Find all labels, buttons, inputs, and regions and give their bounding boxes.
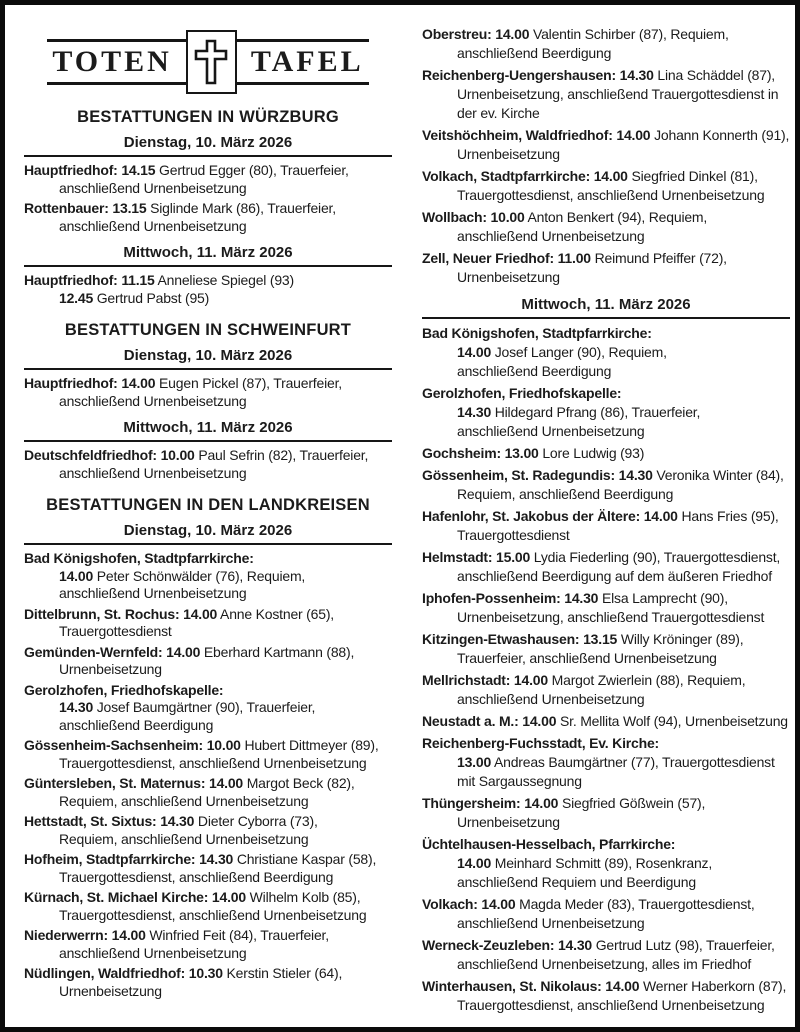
text-segment: Urnenbeisetzung, anschließend Trauergottesdienst in xyxy=(457,86,779,102)
text-segment: Zell, Neuer Friedhof: 11.00 xyxy=(422,250,591,266)
entry-line xyxy=(422,343,790,362)
text-segment: Reimund Pfeiffer (72), xyxy=(590,250,727,266)
text-segment: Anne Kostner (65), xyxy=(217,605,334,622)
text-segment: Hauptfriedhof: 14.00 xyxy=(24,375,156,391)
entry xyxy=(422,977,790,1015)
entry-line xyxy=(422,977,790,996)
text-segment: Volkach, Stadtpfarrkirche: 14.00 xyxy=(422,168,628,184)
text-segment: Kerstin Stieler (64), xyxy=(222,965,343,981)
text-segment: Siglinde Mark (86), Trauerfeier, xyxy=(146,200,336,216)
entry-line xyxy=(422,734,790,753)
text-segment: Gertrud Pabst (95) xyxy=(93,289,210,306)
entry-line xyxy=(422,794,790,813)
entry-line xyxy=(422,145,790,164)
entry-line xyxy=(422,690,790,709)
date-header: Dienstag, 10. März 2026 xyxy=(123,134,293,151)
text-segment: Iphofen-Possenheim: 14.30 xyxy=(422,590,599,606)
text-segment: Dieter Cyborra (73), xyxy=(194,813,318,829)
entry-line xyxy=(422,186,790,205)
text-segment: Wilhelm Kolb (85), xyxy=(245,889,361,905)
date-header: Mittwoch, 11. März 2026 xyxy=(123,419,293,436)
text-segment: Gertrud Lutz (98), Trauerfeier, xyxy=(592,937,775,953)
text-segment: Üchtelhausen-Hesselbach, Pfarrkirche: xyxy=(422,836,676,852)
entry-line xyxy=(24,907,392,925)
entry-line xyxy=(422,753,790,772)
entry-line xyxy=(24,755,392,773)
text-segment: 12.45 xyxy=(59,289,94,306)
text-segment: mit Sargaussegnung xyxy=(457,773,582,789)
text-segment: Johann Konnerth (91), xyxy=(650,127,790,143)
entry-line xyxy=(24,869,392,887)
entry-line xyxy=(422,589,790,608)
text-segment: Margot Beck (82), xyxy=(243,775,355,791)
entry xyxy=(422,466,790,504)
entry-line xyxy=(422,914,790,933)
text-segment: Veitshöchheim, Waldfriedhof: 14.00 xyxy=(422,127,651,143)
entry-line xyxy=(422,324,790,343)
text-segment: Deutschfeldfriedhof: 10.00 xyxy=(24,447,195,463)
entry-line xyxy=(422,422,790,441)
entry-line xyxy=(24,889,392,907)
entry-line xyxy=(24,851,392,869)
entry xyxy=(422,734,790,791)
text-segment: Urnenbeisetzung xyxy=(59,661,162,677)
text-segment: Thüngersheim: 14.00 xyxy=(422,795,559,811)
text-segment: Magda Meder (83), Trauergottesdienst, xyxy=(515,896,755,912)
entry-line xyxy=(24,682,392,700)
text-segment: Gertrud Egger (80), Trauerfeier, xyxy=(155,162,349,178)
text-segment: Sr. Mellita Wolf (94), Urnenbeisetzung xyxy=(556,713,788,729)
text-segment: Josef Baumgärtner (90), Trauerfeier, xyxy=(93,699,316,715)
entry-line xyxy=(422,104,790,123)
text-segment: Bad Königshofen, Stadtpfarrkirche: xyxy=(422,325,652,341)
entry-line xyxy=(422,249,790,268)
text-segment: Lina Schäddel (87), xyxy=(653,67,775,83)
text-segment: anschließend Urnenbeisetzung xyxy=(457,691,645,707)
entry-line xyxy=(422,25,790,44)
entry-line xyxy=(422,444,790,463)
text-segment: anschließend Beerdigung xyxy=(457,363,612,379)
text-segment: Lore Ludwig (93) xyxy=(538,445,645,461)
entry-line xyxy=(422,835,790,854)
entry xyxy=(422,507,790,545)
entry-line xyxy=(422,712,790,731)
text-segment: Hofheim, Stadtpfarrkirche: 14.30 xyxy=(24,851,234,867)
entry-line xyxy=(422,66,790,85)
entry-line xyxy=(422,526,790,545)
text-segment: Hettstadt, St. Sixtus: 14.30 xyxy=(24,813,195,829)
entry-line xyxy=(422,507,790,526)
entry-line xyxy=(24,737,392,755)
text-segment: 14.00 xyxy=(457,344,492,360)
text-segment: Trauergottesdienst, anschließend Urnenbeisetzung xyxy=(457,997,765,1013)
text-segment: anschließend Urnenbeisetzung xyxy=(59,585,247,601)
text-segment: Oberstreu: 14.00 xyxy=(422,26,530,42)
text-segment: anschließend Urnenbeisetzung xyxy=(457,915,645,931)
entry-line xyxy=(24,180,392,198)
text-segment: Hildegard Pfrang (86), Trauerfeier, xyxy=(491,404,701,420)
entry xyxy=(422,444,790,463)
text-segment: Requiem, anschließend Urnenbeisetzung xyxy=(59,830,309,847)
text-segment: Gemünden-Wernfeld: 14.00 xyxy=(24,643,201,660)
entry-line xyxy=(422,44,790,63)
text-segment: Hubert Dittmeyer (89), xyxy=(240,737,379,753)
text-segment: Urnenbeisetzung xyxy=(457,269,560,285)
text-segment: Valentin Schirber (87), Requiem, xyxy=(529,26,729,42)
text-segment: 14.00 xyxy=(59,567,94,584)
text-segment: Trauergottesdienst xyxy=(457,527,570,543)
entry xyxy=(422,671,790,709)
entry xyxy=(24,775,392,810)
entry xyxy=(422,895,790,933)
text-segment: anschließend Requiem und Beerdigung xyxy=(457,874,696,890)
entry xyxy=(24,272,392,307)
entry-line xyxy=(422,895,790,914)
entry-line xyxy=(24,965,392,983)
entry xyxy=(24,851,392,886)
text-segment: der ev. Kirche xyxy=(457,105,540,121)
entry-line xyxy=(24,775,392,793)
entry xyxy=(422,126,790,164)
entry-line xyxy=(24,447,392,465)
text-segment: Hauptfriedhof: 14.15 xyxy=(24,162,156,178)
text-segment: anschließend Beerdigung xyxy=(59,716,214,733)
entry-line xyxy=(24,831,392,849)
text-segment: Anton Benkert (94), Requiem, xyxy=(524,209,708,225)
text-segment: 14.30 xyxy=(59,699,94,715)
entry-line xyxy=(422,548,790,567)
text-segment: Nüdlingen, Waldfriedhof: 10.30 xyxy=(24,965,223,981)
text-segment: Josef Langer (90), Requiem, xyxy=(491,344,667,360)
date-rule xyxy=(24,155,392,157)
entry-line xyxy=(422,630,790,649)
entry xyxy=(422,712,790,731)
entry-line xyxy=(24,661,392,679)
entry-line xyxy=(24,375,392,393)
text-segment: Siegfried Dinkel (81), xyxy=(627,168,758,184)
text-segment: Gössenheim-Sachsenheim: 10.00 xyxy=(24,737,241,753)
entry xyxy=(24,682,392,735)
text-segment: Gerolzhofen, Friedhofskapelle: xyxy=(422,385,622,401)
entry xyxy=(24,447,392,482)
entry-line xyxy=(24,550,392,568)
date-rule xyxy=(24,265,392,267)
entry-line xyxy=(24,272,392,290)
entry-line xyxy=(422,167,790,186)
text-segment: Niederwerrn: 14.00 xyxy=(24,927,146,943)
text-segment: Hauptfriedhof: 11.15 xyxy=(24,272,155,288)
text-segment: 14.00 xyxy=(457,855,492,871)
date-rule xyxy=(24,368,392,370)
entry xyxy=(422,630,790,668)
text-segment: Veronika Winter (84), xyxy=(652,467,784,483)
entry-line xyxy=(422,608,790,627)
text-segment: Peter Schönwälder (76), Requiem, xyxy=(93,567,306,584)
entry-line xyxy=(422,854,790,873)
text-segment: Meinhard Schmitt (89), Rosenkranz, xyxy=(491,855,713,871)
entry-line xyxy=(24,200,392,218)
text-segment: 14.30 xyxy=(457,404,492,420)
entry xyxy=(422,589,790,627)
entry-line xyxy=(422,936,790,955)
text-segment: Eugen Pickel (87), Trauerfeier, xyxy=(155,375,342,391)
text-segment: Dittelbrunn, St. Rochus: 14.00 xyxy=(24,605,218,622)
text-segment: Trauerfeier, anschließend Urnenbeisetzung xyxy=(457,650,717,666)
entry xyxy=(422,384,790,441)
entry-line xyxy=(422,466,790,485)
entry-line xyxy=(24,927,392,945)
entry-line xyxy=(24,393,392,411)
entry-line xyxy=(422,996,790,1015)
entry-line xyxy=(24,717,392,735)
latin-cross-icon xyxy=(186,30,237,94)
text-segment: Urnenbeisetzung xyxy=(457,814,560,830)
text-segment: anschließend Urnenbeisetzung xyxy=(457,228,645,244)
date-header: Dienstag, 10. März 2026 xyxy=(123,347,293,364)
entry xyxy=(24,965,392,1000)
entry xyxy=(422,249,790,287)
entry-line xyxy=(422,362,790,381)
text-segment: Paul Sefrin (82), Trauerfeier, xyxy=(194,447,369,463)
entry-line xyxy=(422,649,790,668)
text-segment: Volkach: 14.00 xyxy=(422,896,516,912)
text-segment: anschließend Urnenbeisetzung xyxy=(59,944,247,961)
text-segment: Winfried Feit (84), Trauerfeier, xyxy=(145,927,329,943)
date-header: Mittwoch, 11. März 2026 xyxy=(521,296,691,313)
date-header: Mittwoch, 11. März 2026 xyxy=(123,244,293,261)
entry xyxy=(422,167,790,205)
entry-line xyxy=(24,793,392,811)
section-title: BESTATTUNGEN IN DEN LANDKREISEN xyxy=(46,496,370,514)
text-segment: Trauergottesdienst, anschließend Beerdigung xyxy=(59,868,334,885)
masthead-word-left: TOTEN xyxy=(52,45,172,78)
entry-line xyxy=(422,268,790,287)
text-segment: Lydia Fiederling (90), Trauergottesdienst, xyxy=(530,549,781,565)
entry-line xyxy=(422,208,790,227)
entry-line xyxy=(422,485,790,504)
text-segment: Urnenbeisetzung xyxy=(59,982,162,999)
entry xyxy=(422,66,790,123)
text-segment: Hafenlohr, St. Jakobus der Ältere: 14.00 xyxy=(422,508,678,524)
text-segment: Andreas Baumgärtner (77), Trauergottesdienst xyxy=(491,754,775,770)
entry xyxy=(24,889,392,924)
entry-line xyxy=(422,227,790,246)
right-column xyxy=(422,25,790,1027)
text-segment: Hans Fries (95), xyxy=(677,508,779,524)
date-rule xyxy=(24,543,392,545)
text-segment: Margot Zwierlein (88), Requiem, xyxy=(547,672,746,688)
entry-line xyxy=(24,290,392,308)
entry-line xyxy=(24,699,392,717)
entry xyxy=(422,936,790,974)
text-segment: Reichenberg-Fuchsstadt, Ev. Kirche: xyxy=(422,735,660,751)
text-segment: Neustadt a. M.: 14.00 xyxy=(422,713,557,729)
text-segment: Rottenbauer: 13.15 xyxy=(24,200,147,216)
text-segment: Urnenbeisetzung xyxy=(457,146,560,162)
text-segment: Kürnach, St. Michael Kirche: 14.00 xyxy=(24,889,246,905)
entry xyxy=(422,324,790,381)
text-segment: anschließend Beerdigung auf dem äußeren Friedhof xyxy=(457,568,772,584)
entry-line xyxy=(422,126,790,145)
date-rule xyxy=(422,317,790,319)
entry-line xyxy=(422,671,790,690)
text-segment: Gössenheim, St. Radegundis: 14.30 xyxy=(422,467,653,483)
totentafel-masthead xyxy=(47,30,369,94)
section-title: BESTATTUNGEN IN WÜRZBURG xyxy=(77,108,339,126)
entry-line xyxy=(422,85,790,104)
text-segment: Werneck-Zeuzleben: 14.30 xyxy=(422,937,593,953)
entry xyxy=(24,550,392,603)
entry-line xyxy=(24,983,392,1001)
text-segment: Elsa Lamprecht (90), xyxy=(598,590,728,606)
text-segment: Siegfried Gößwein (57), xyxy=(558,795,706,811)
left-column xyxy=(24,25,392,1027)
text-segment: Anneliese Spiegel (93) xyxy=(154,272,294,288)
entry xyxy=(24,813,392,848)
text-segment: anschließend Urnenbeisetzung, alles im Friedhof xyxy=(457,956,752,972)
text-segment: Trauergottesdienst xyxy=(59,623,172,639)
entry-line xyxy=(422,772,790,791)
text-segment: anschließend Urnenbeisetzung xyxy=(59,217,247,234)
entry-line xyxy=(24,585,392,603)
text-segment: 13.00 xyxy=(457,754,492,770)
text-segment: Urnenbeisetzung, anschließend Trauergottesdienst xyxy=(457,609,765,625)
entry xyxy=(422,835,790,892)
text-segment: Reichenberg-Uengershausen: 14.30 xyxy=(422,67,654,83)
text-segment: Kitzingen-Etwashausen: 13.15 xyxy=(422,631,618,647)
entry xyxy=(24,644,392,679)
entry xyxy=(24,737,392,772)
text-segment: Eberhard Kartmann (88), xyxy=(200,643,355,660)
entry xyxy=(422,208,790,246)
entry-line xyxy=(422,955,790,974)
text-segment: Winterhausen, St. Nikolaus: 14.00 xyxy=(422,978,640,994)
entry-line xyxy=(24,644,392,662)
text-segment: Werner Haberkorn (87), xyxy=(639,978,787,994)
text-segment: Requiem, anschließend Urnenbeisetzung xyxy=(59,792,309,809)
entry xyxy=(24,162,392,197)
entry-line xyxy=(422,384,790,403)
entry-line xyxy=(422,403,790,422)
masthead-word-right: TAFEL xyxy=(250,45,364,78)
entry-line xyxy=(24,568,392,586)
text-segment: anschließend Urnenbeisetzung xyxy=(59,464,247,481)
text-segment: Mellrichstadt: 14.00 xyxy=(422,672,548,688)
entry-line xyxy=(422,813,790,832)
entry-line xyxy=(24,218,392,236)
text-segment: Requiem, anschließend Beerdigung xyxy=(457,486,674,502)
entry xyxy=(24,375,392,410)
entry xyxy=(24,606,392,641)
entry-line xyxy=(24,945,392,963)
text-segment: Willy Kröninger (89), xyxy=(617,631,744,647)
entry-line xyxy=(24,813,392,831)
entry xyxy=(24,200,392,235)
text-segment: anschließend Urnenbeisetzung xyxy=(59,392,247,409)
entry xyxy=(24,927,392,962)
text-segment: Wollbach: 10.00 xyxy=(422,209,525,225)
section-title: BESTATTUNGEN IN SCHWEINFURT xyxy=(64,321,352,339)
text-segment: Trauergottesdienst, anschließend Urnenbeisetzung xyxy=(457,187,765,203)
text-segment: anschließend Urnenbeisetzung xyxy=(59,179,247,196)
text-segment: Gochsheim: 13.00 xyxy=(422,445,539,461)
text-segment: Gerolzhofen, Friedhofskapelle: xyxy=(24,681,224,698)
date-rule xyxy=(24,440,392,442)
text-segment: anschließend Urnenbeisetzung xyxy=(457,423,645,439)
date-header: Dienstag, 10. März 2026 xyxy=(123,522,293,539)
text-segment: anschließend Beerdigung xyxy=(457,45,612,61)
entry xyxy=(422,548,790,586)
text-segment: Trauergottesdienst, anschließend Urnenbeisetzung xyxy=(59,754,367,771)
text-segment: Christiane Kaspar (58), xyxy=(233,851,377,867)
entry-line xyxy=(24,606,392,624)
entry-line xyxy=(24,465,392,483)
entry xyxy=(422,794,790,832)
entry-line xyxy=(24,623,392,641)
entry xyxy=(422,25,790,63)
text-segment: Güntersleben, St. Maternus: 14.00 xyxy=(24,775,244,791)
entry-line xyxy=(422,567,790,586)
text-segment: Trauergottesdienst, anschließend Urnenbeisetzung xyxy=(59,906,367,923)
entry-line xyxy=(422,873,790,892)
entry-line xyxy=(24,162,392,180)
text-segment: Helmstadt: 15.00 xyxy=(422,549,531,565)
text-segment: Bad Königshofen, Stadtpfarrkirche: xyxy=(24,550,254,566)
